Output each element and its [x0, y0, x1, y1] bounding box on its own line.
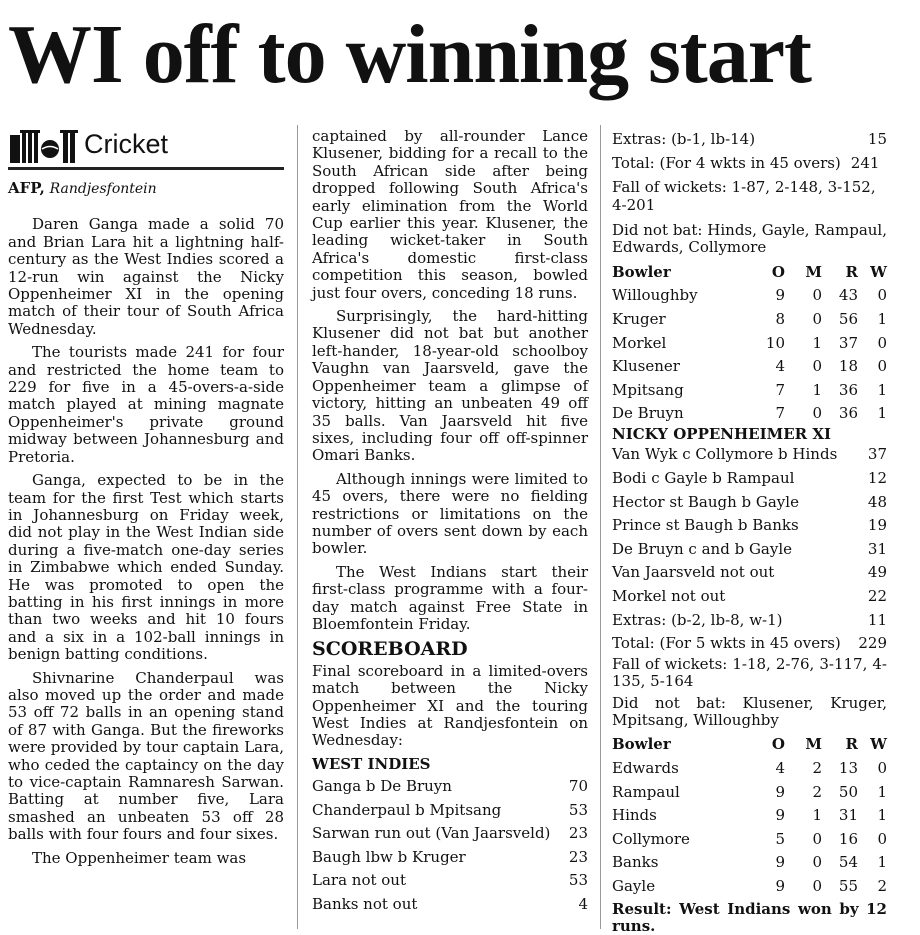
- bowling-row: [612, 804, 887, 828]
- batting-row: [612, 561, 887, 585]
- col-maidens: M: [805, 735, 822, 754]
- fall-of-wickets: Fall of wickets: 1-18, 2-76, 3-117, 4-135, 5-164: [612, 654, 887, 691]
- bowling-row: [612, 379, 887, 403]
- bowling-w: 2: [877, 876, 887, 895]
- total-row: [612, 152, 887, 176]
- runs: 4: [578, 894, 588, 913]
- paragraph: Surprisingly, the hard-hitting Klusener did not bat but another left-hander, 18-year-old schoolboy Vaughn van Jaarsveld, gave the Oppenheimer team a glimpse of victory, hitting an unbeaten 49 off 35 balls. Van Jaarsveld hit five sixes, including four off off-spinner Omari Banks.: [312, 307, 588, 465]
- runs: 37: [867, 445, 887, 464]
- bowling-w: 0: [877, 758, 887, 777]
- bowling-o: 7: [775, 380, 785, 399]
- col-bowler: Bowler: [612, 262, 671, 281]
- section-rule: [8, 167, 284, 170]
- bowling-r: 55: [838, 876, 858, 895]
- extras-label: Extras: (b-2, lb-8, w-1): [612, 610, 783, 629]
- batter: Van Jaarsveld not out: [612, 563, 775, 582]
- batter: Prince st Baugh b Banks: [612, 516, 799, 535]
- runs: 31: [867, 539, 887, 558]
- runs: 22: [867, 586, 887, 605]
- bowling-o: 5: [775, 829, 785, 848]
- runs: 19: [867, 516, 887, 535]
- bowling-m: 0: [812, 876, 822, 895]
- bowling-w: 0: [877, 357, 887, 376]
- paragraph: captained by all-rounder Lance Klusener, bidding for a recall to the South African side after being dropped following South Africa's early elimination from the World Cup earlier this year. Klusener, the leading wicket-taker in South Africa's domestic first-class competition this season, bowled just four overs, conceding 18 runs.: [312, 127, 588, 302]
- bowling-o: 10: [765, 333, 785, 352]
- runs: 23: [568, 847, 588, 866]
- total-row: [612, 632, 887, 656]
- bowling-row: [612, 355, 887, 379]
- did-not-bat: Did not bat: Hinds, Gayle, Rampaul, Edwards, Collymore: [612, 221, 887, 257]
- bowling-o: 9: [775, 876, 785, 895]
- did-not-bat: Did not bat: Klusener, Kruger, Mpitsang, Willoughby: [612, 693, 887, 729]
- bowling-r: 36: [838, 404, 858, 423]
- bowling-w: 1: [877, 853, 887, 872]
- bowling-row: [612, 402, 887, 426]
- bowling-m: 0: [812, 357, 822, 376]
- section-header: [8, 125, 284, 165]
- bowling-name: Edwards: [612, 758, 679, 777]
- col-wickets: W: [870, 262, 887, 281]
- cricket-icon: [8, 127, 80, 163]
- bowling-name: Hinds: [612, 806, 657, 825]
- batter: Ganga b De Bruyn: [312, 777, 452, 796]
- runs: 48: [867, 492, 887, 511]
- paragraph: Although innings were limited to 45 overs, there were no fielding restrictions or limitations on the number of overs sent down by each bowler.: [312, 469, 588, 558]
- bowling-r: 31: [838, 806, 858, 825]
- bowling-r: 43: [838, 286, 858, 305]
- bowling-row: [612, 308, 887, 332]
- bowling-row: [612, 781, 887, 805]
- bowling-m: 1: [812, 333, 822, 352]
- bowling-w: 1: [877, 806, 887, 825]
- bowling-o: 8: [775, 310, 785, 328]
- team-title-oppenheimer: NICKY OPPENHEIMER XI: [612, 424, 832, 443]
- bowling-m: 1: [812, 380, 822, 399]
- bowling-r: 13: [838, 758, 858, 777]
- bowling-row: [612, 828, 887, 852]
- col-maidens: M: [805, 262, 822, 281]
- bowling-row: [612, 332, 887, 356]
- paragraph: Shivnarine Chanderpaul was also moved up the order and made 53 off 72 balls in an opening stand of 87 with Ganga. But the fireworks were provided by tour captain Lara, who ceded the captaincy on the day to vice-captain Ramnaresh Sarwan. Batting at number five, Lara smashed an unbeaten 53 off 28 balls with four fours and four sixes.: [8, 668, 284, 844]
- bowling-name: Banks: [612, 853, 659, 872]
- team-title-west-indies: WEST INDIES: [312, 754, 431, 773]
- bowling-o: 7: [775, 404, 785, 423]
- bowling-r: 56: [838, 310, 858, 328]
- extras-row: [612, 128, 887, 152]
- bowling-r: 54: [838, 853, 858, 872]
- batter: Baugh lbw b Kruger: [312, 847, 466, 866]
- bowling-name: Kruger: [612, 310, 666, 328]
- paragraph: Daren Ganga made a solid 70 and Brian Lara hit a lightning half-century as the West Indies scored a 12-run win against the Nicky Oppenheimer XI in the opening match of their tour of South Africa Wednesday.: [8, 215, 284, 338]
- bowling-w: 1: [877, 310, 887, 328]
- col-runs: R: [845, 735, 858, 754]
- extras-value: 11: [867, 610, 887, 629]
- column-3: [612, 128, 887, 935]
- paragraph: Ganga, expected to be in the team for the first Test which starts in Johannesburg on Friday week, did not play in the West Indian side during a five-match one-day series in Zimbabwe which ended Sunday. He was promoted to open the batting in his first innings in more than two weeks and hit 10 fours and a six in a 102-ball innings in benign batting conditions.: [8, 471, 284, 664]
- batter: Van Wyk c Collymore b Hinds: [612, 445, 838, 464]
- bowling-m: 0: [812, 829, 822, 848]
- paragraph: The West Indians start their first-class programme with a four-day match against Free State in Bloemfontein Friday.: [312, 562, 588, 633]
- batting-row: [612, 443, 887, 467]
- bowling-name: Klusener: [612, 357, 680, 376]
- bowling-name: De Bruyn: [612, 404, 684, 423]
- bowling-o: 9: [775, 286, 785, 305]
- col-bowler: Bowler: [612, 735, 671, 754]
- bowling-o: 4: [775, 758, 785, 777]
- batting-row: [312, 822, 588, 846]
- batter: Bodi c Gayle b Rampaul: [612, 468, 795, 487]
- col-wickets: W: [870, 735, 887, 754]
- extras-label: Extras: (b-1, lb-14): [612, 130, 756, 148]
- bowling-m: 1: [812, 806, 822, 825]
- extras-value: 15: [867, 130, 887, 148]
- bowling-r: 16: [838, 829, 858, 848]
- bowling-name: Willoughby: [612, 286, 698, 305]
- bowling-name: Gayle: [612, 876, 656, 895]
- batting-row: [312, 775, 588, 799]
- batting-row: [312, 799, 588, 823]
- paragraph: The tourists made 241 for four and restricted the home team to 229 for five in a 45-overs-a-side match played at mining magnate Oppenheimer's private ground midway between Johannesburg and Pretoria.: [8, 343, 284, 466]
- total-value: 229: [858, 634, 887, 653]
- batting-row: [612, 491, 887, 515]
- batter: Chanderpaul b Mpitsang: [312, 800, 502, 819]
- batter: Banks not out: [312, 894, 418, 913]
- column-divider: [297, 125, 298, 929]
- batting-row: [312, 893, 588, 917]
- section-label: Cricket: [84, 129, 169, 160]
- column-1: [8, 125, 284, 873]
- bowling-m: 2: [812, 782, 822, 801]
- bowling-w: 1: [877, 404, 887, 423]
- runs: 53: [568, 871, 588, 890]
- headline: WI off to winning start: [8, 8, 812, 101]
- col-overs: O: [771, 735, 785, 754]
- fall-of-wickets: Fall of wickets: 1-87, 2-148, 3-152, 4-201: [612, 178, 876, 214]
- runs: 70: [568, 777, 588, 796]
- bowling-name: Collymore: [612, 829, 690, 848]
- bowling-m: 0: [812, 853, 822, 872]
- batting-row: [312, 846, 588, 870]
- bowling-name: Mpitsang: [612, 380, 684, 399]
- runs: 23: [568, 824, 588, 843]
- bowling-row: [612, 757, 887, 781]
- scoreboard-title: SCOREBOARD: [312, 638, 468, 661]
- total-value: 241: [850, 153, 880, 172]
- byline: [8, 180, 284, 198]
- bowling-w: 1: [877, 380, 887, 399]
- bowling-w: 1: [877, 782, 887, 801]
- bowling-o: 9: [775, 853, 785, 872]
- column-2: [312, 128, 588, 916]
- batter: Sarwan run out (Van Jaarsveld): [312, 824, 551, 843]
- runs: 12: [867, 468, 887, 487]
- col-overs: O: [771, 262, 785, 281]
- runs: 49: [867, 563, 887, 582]
- batting-row: [612, 585, 887, 609]
- batter: Morkel not out: [612, 586, 726, 605]
- byline-agency: AFP,: [8, 179, 45, 197]
- bowling-header: [612, 733, 887, 757]
- col-runs: R: [845, 262, 858, 281]
- batter: Hector st Baugh b Gayle: [612, 492, 799, 511]
- batting-row: [312, 869, 588, 893]
- paragraph: The Oppenheimer team was: [32, 848, 247, 867]
- scoreboard-intro: Final scoreboard in a limited-overs match between the Nicky Oppenheimer XI and the touring West Indies at Randjesfontein on Wednesday:: [312, 661, 588, 750]
- batting-row: [612, 467, 887, 491]
- bowling-r: 50: [838, 782, 858, 801]
- batter: De Bruyn c and b Gayle: [612, 539, 793, 558]
- bowling-name: Morkel: [612, 333, 667, 352]
- bowling-row: [612, 284, 887, 308]
- bowling-m: 2: [812, 758, 822, 777]
- bowling-m: 0: [812, 310, 822, 328]
- batting-row: [612, 538, 887, 562]
- bowling-w: 0: [877, 286, 887, 305]
- bowling-w: 0: [877, 333, 887, 352]
- batter: Lara not out: [312, 871, 406, 890]
- bowling-r: 37: [838, 333, 858, 352]
- bowling-r: 36: [838, 380, 858, 399]
- byline-place: Randjesfontein: [49, 181, 157, 197]
- bowling-r: 18: [838, 357, 858, 376]
- extras-row: [612, 609, 887, 633]
- match-result: Result: West Indians won by 12 runs.: [612, 899, 887, 935]
- bowling-row: [612, 851, 887, 875]
- total-label: Total: (For 4 wkts in 45 overs): [612, 153, 841, 172]
- bowling-w: 0: [877, 829, 887, 848]
- bowling-row: [612, 875, 887, 899]
- bowling-o: 4: [775, 357, 785, 376]
- bowling-m: 0: [812, 286, 822, 305]
- bowling-name: Rampaul: [612, 782, 680, 801]
- bowling-o: 9: [775, 782, 785, 801]
- runs: 53: [568, 800, 588, 819]
- total-label: Total: (For 5 wkts in 45 overs): [612, 634, 841, 653]
- bowling-m: 0: [812, 404, 822, 423]
- batting-row: [612, 514, 887, 538]
- bowling-o: 9: [775, 806, 785, 825]
- column-divider: [600, 125, 601, 929]
- bowling-header: [612, 261, 887, 285]
